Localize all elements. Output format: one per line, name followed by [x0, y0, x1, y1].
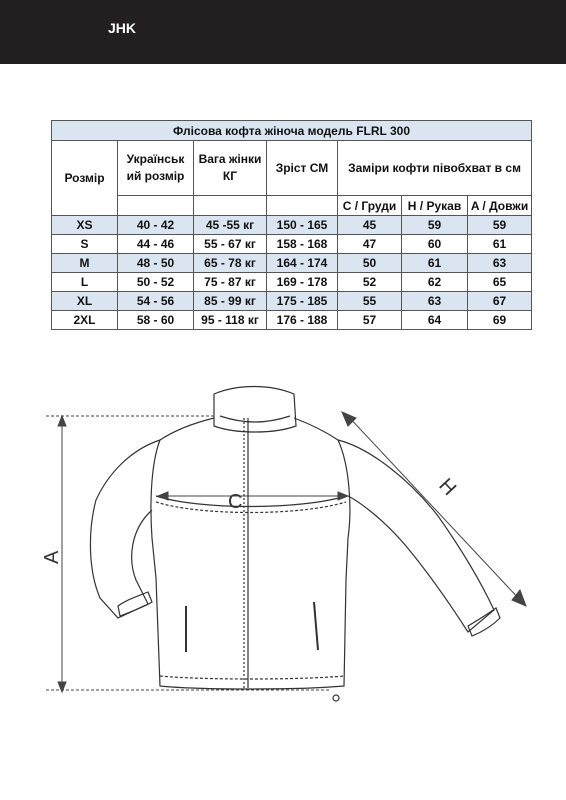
cell-sleeve: 63: [402, 292, 468, 311]
brand-logo: JHK: [108, 20, 137, 36]
cell-length: 59: [468, 216, 532, 235]
cell-ua: 58 - 60: [118, 311, 194, 330]
cell-size: XS: [52, 216, 118, 235]
cell-ua: 44 - 46: [118, 235, 194, 254]
table-row: [52, 311, 532, 330]
right-pocket: [314, 602, 318, 650]
cell-size: M: [52, 254, 118, 273]
cell-chest: 45: [338, 216, 402, 235]
cell-size: 2XL: [52, 311, 118, 330]
cell-ua: 48 - 50: [118, 254, 194, 273]
sleeve-dimension-line: [346, 414, 522, 602]
collar: [214, 387, 296, 433]
cell-sleeve: 60: [402, 235, 468, 254]
header-ua-size: Українськ ий розмір: [118, 141, 194, 196]
cell-length: 63: [468, 254, 532, 273]
subheader-length: A / Довжи: [468, 196, 532, 216]
table-title: Флісова кофта жіноча модель FLRL 300: [52, 121, 532, 141]
cell-size: XL: [52, 292, 118, 311]
dimension-lines: [46, 412, 526, 692]
table-row: [52, 273, 532, 292]
cell-height: 169 - 178: [267, 273, 338, 292]
right-cuff: [468, 608, 500, 636]
cell-sleeve: 59: [402, 216, 468, 235]
table-row: [52, 216, 532, 235]
cell-weight: 45 -55 кг: [194, 216, 267, 235]
cell-chest: 57: [338, 311, 402, 330]
cell-height: 158 - 168: [267, 235, 338, 254]
cell-length: 61: [468, 235, 532, 254]
jacket-outline: [90, 387, 500, 702]
label-chest: C: [228, 491, 243, 513]
cell-sleeve: 62: [402, 273, 468, 292]
subheader-sleeve: H / Рукав: [402, 196, 468, 216]
cell-sleeve: 64: [402, 311, 468, 330]
size-chart-table: [51, 120, 532, 330]
cell-length: 65: [468, 273, 532, 292]
cell-weight: 65 - 78 кг: [194, 254, 267, 273]
label-sleeve: H: [434, 474, 461, 500]
table-row: [52, 292, 532, 311]
jacket-measurement-diagram: [0, 370, 566, 720]
cell-ua: 54 - 56: [118, 292, 194, 311]
cell-height: 175 - 185: [267, 292, 338, 311]
left-sleeve: [90, 440, 160, 618]
cell-sleeve: 61: [402, 254, 468, 273]
header-bar: [0, 0, 566, 64]
drawcord-toggle: [333, 695, 339, 701]
cell-length: 67: [468, 292, 532, 311]
cell-chest: 47: [338, 235, 402, 254]
header-weight: Вага жінки КГ: [194, 141, 267, 196]
subheader-chest: C / Груди: [338, 196, 402, 216]
header-weight-blank: [194, 196, 267, 216]
cell-height: 150 - 165: [267, 216, 338, 235]
cell-size: S: [52, 235, 118, 254]
cell-height: 176 - 188: [267, 311, 338, 330]
cell-chest: 52: [338, 273, 402, 292]
right-sleeve: [338, 440, 494, 632]
cell-size: L: [52, 273, 118, 292]
cell-weight: 75 - 87 кг: [194, 273, 267, 292]
table-row: [52, 235, 532, 254]
cell-chest: 55: [338, 292, 402, 311]
header-ua-size-blank: [118, 196, 194, 216]
label-length: A: [41, 550, 63, 564]
header-height-blank: [267, 196, 338, 216]
cell-length: 69: [468, 311, 532, 330]
cell-height: 164 - 174: [267, 254, 338, 273]
cell-weight: 85 - 99 кг: [194, 292, 267, 311]
cell-ua: 50 - 52: [118, 273, 194, 292]
cell-chest: 50: [338, 254, 402, 273]
cell-weight: 55 - 67 кг: [194, 235, 267, 254]
header-measurements: Заміри кофти півобхват в см: [338, 141, 532, 196]
cell-ua: 40 - 42: [118, 216, 194, 235]
jacket-body: [151, 418, 350, 689]
header-size: Розмір: [52, 141, 118, 216]
table-row: [52, 254, 532, 273]
header-height: Зріст СМ: [267, 141, 338, 196]
cell-weight: 95 - 118 кг: [194, 311, 267, 330]
chest-seam: [156, 496, 346, 507]
